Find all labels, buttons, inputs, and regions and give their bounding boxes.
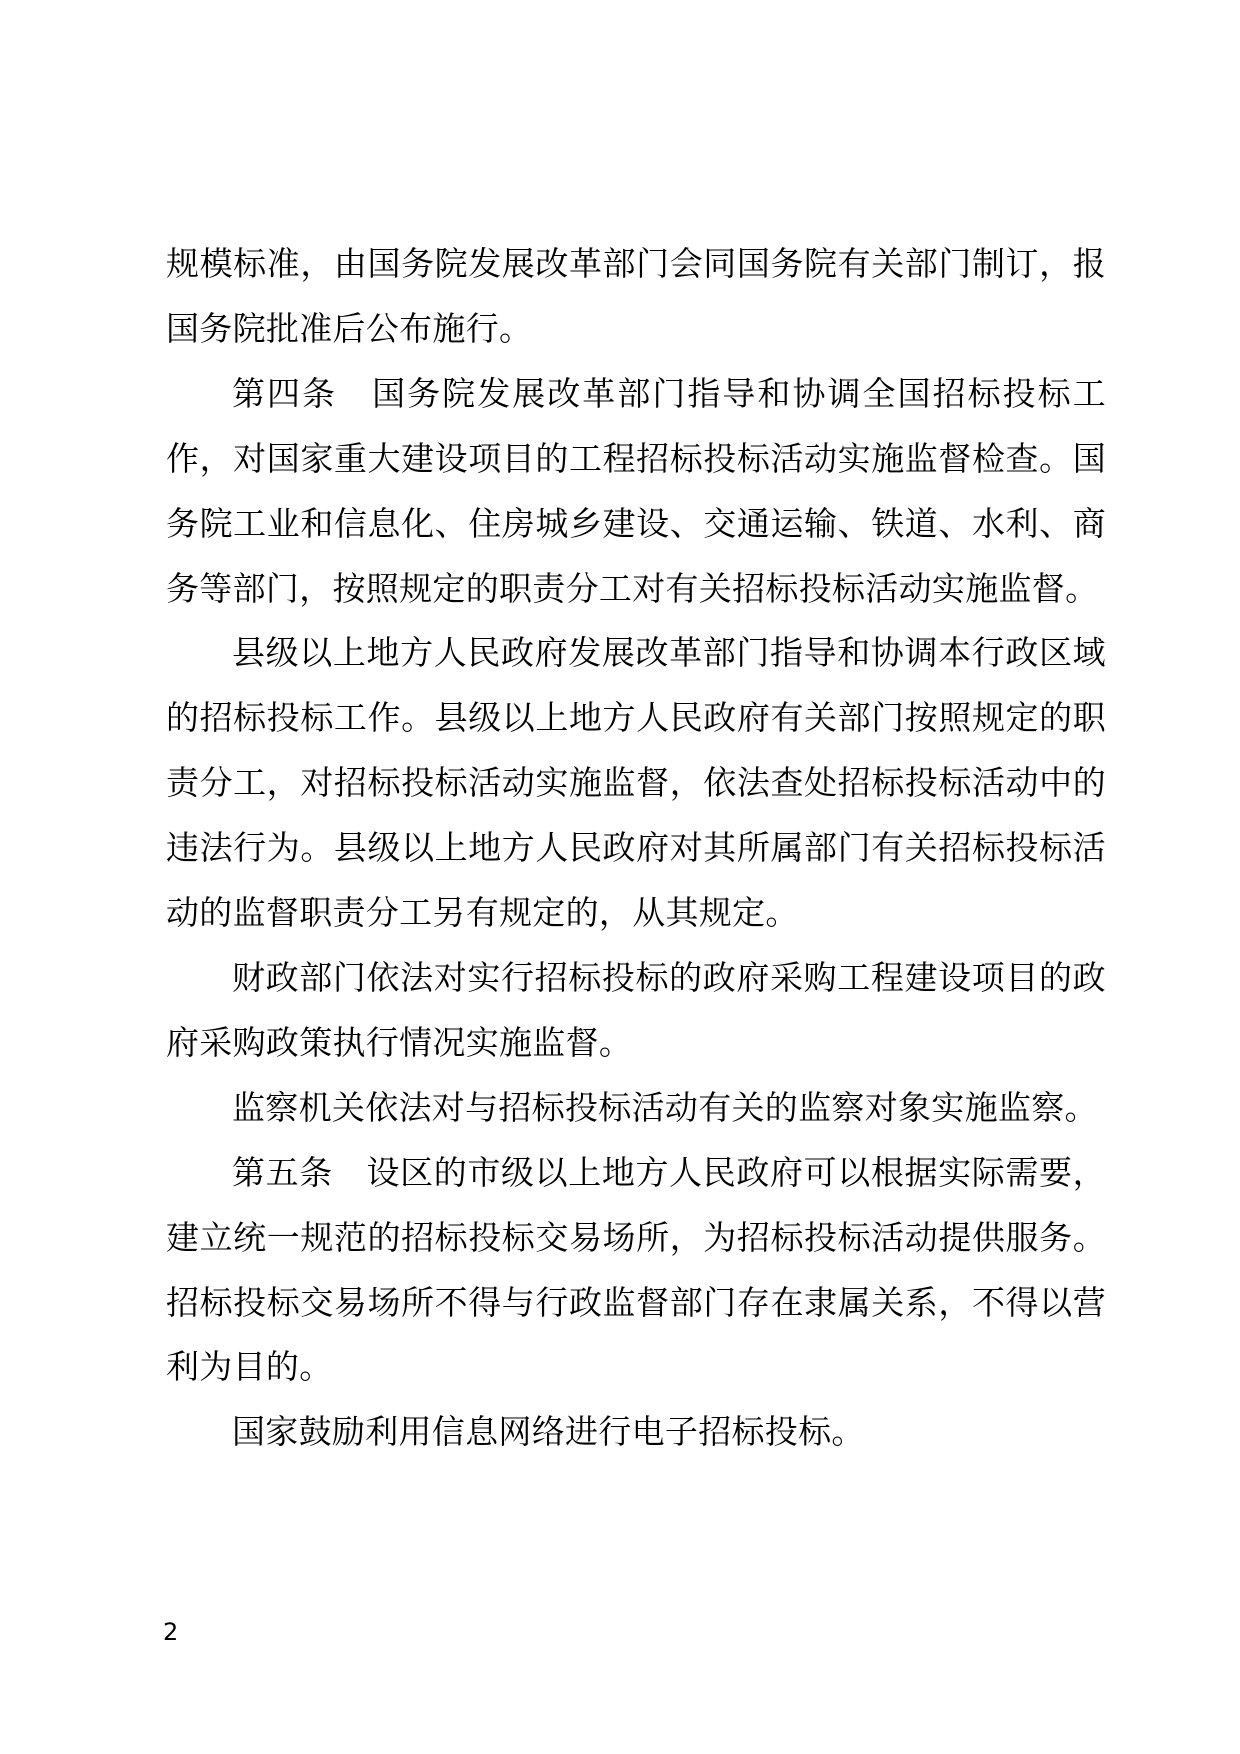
paragraph-article-5: 第五条 设区的市级以上地方人民政府可以根据实际需要，建立统一规范的招标投标交易场所，为招标投标活动提供服务。招标投标交易场所不得与行政监督部门存在隶属关系，不得以营利为目的。: [166, 1152, 1106, 1387]
paragraph-finance-department: 财政部门依法对实行招标投标的政府采购工程建设项目的政府采购政策执行情况实施监督。: [166, 957, 1106, 1062]
paragraph-continuation: 规模标准，由国务院发展改革部门会同国务院有关部门制订，报国务院批准后公布施行。: [166, 244, 1106, 348]
paragraph-supervisory-organ: 监察机关依法对与招标投标活动有关的监察对象实施监察。: [232, 1087, 1098, 1127]
paragraph-county-supervision: 县级以上地方人民政府发展改革部门指导和协调本行政区域的招标投标工作。县级以上地方人民政府有关部门按照规定的职责分工，对招标投标活动实施监督，依法查处招标投标活动中的违法行为。县级以上地方人民政府对其所属部门有关招标投标活动的监督职责分工另有规定的，从其规定。: [166, 633, 1106, 933]
paragraph-article-4: 第四条 国务院发展改革部门指导和协调全国招标投标工作，对国家重大建设项目的工程招标投标活动实施监督检查。国务院工业和信息化、住房城乡建设、交通运输、铁道、水利、商务等部门，按照规定的职责分工对有关招标投标活动实施监督。: [166, 373, 1106, 608]
document-body: [166, 232, 1106, 1465]
paragraph-electronic-bidding: 国家鼓励利用信息网络进行电子招标投标。: [232, 1412, 865, 1452]
page-number: 2: [163, 1618, 179, 1646]
